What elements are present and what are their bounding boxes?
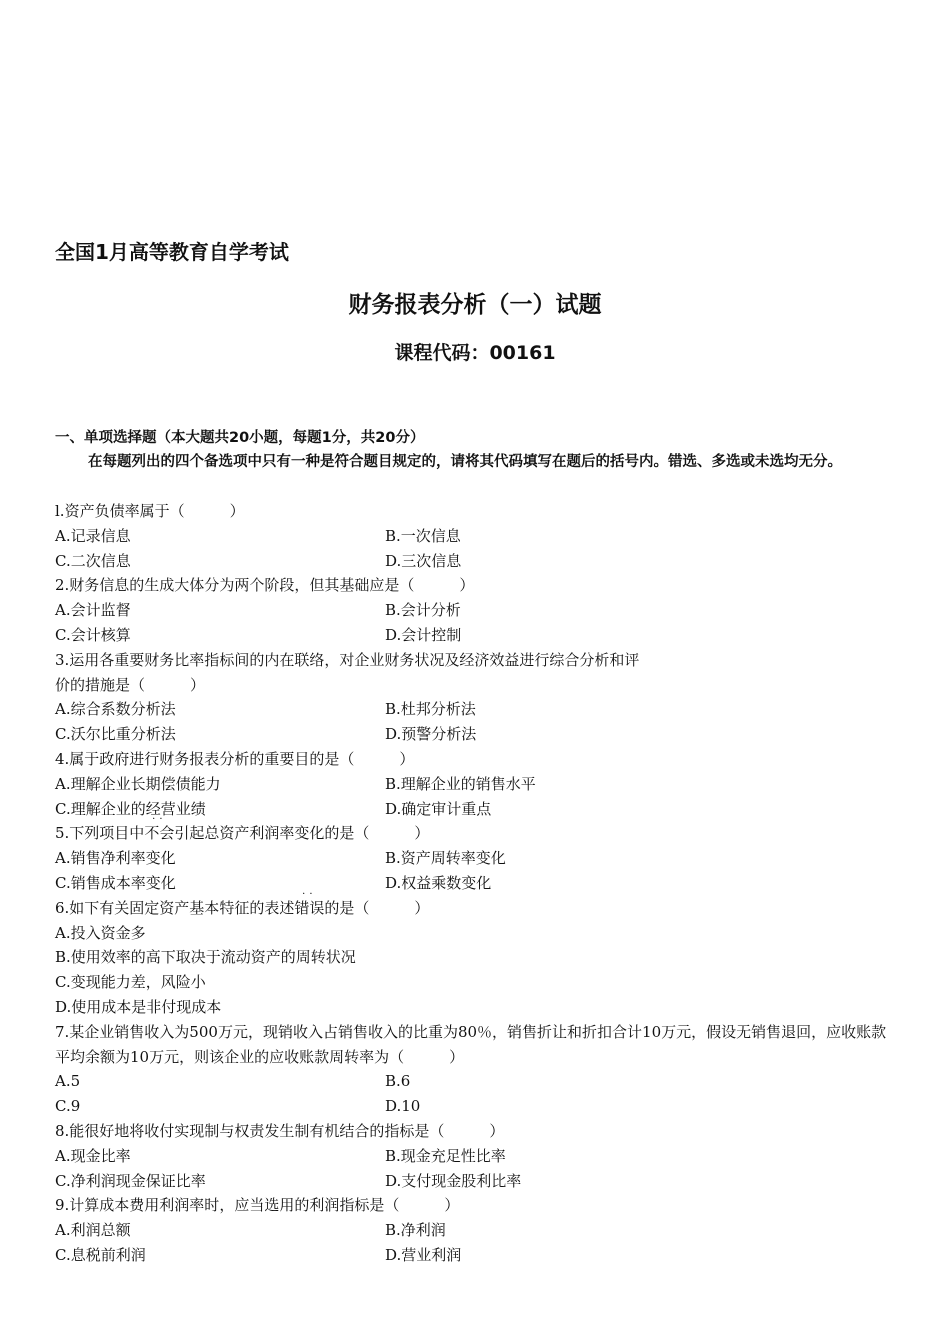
question-2-options-row-2 [55,623,900,648]
question-9-options-row-2 [55,1243,900,1268]
question-5-options-row-1 [55,846,900,871]
option-c: C.二次信息 [55,551,131,570]
question-6-stem: 6.如下有关固定资产基本特征的表述 ·· 错误的是（ ） [55,888,430,917]
question-3-stem-continued: 价的措施是（ ） [55,675,206,694]
question-7-options-row-2 [55,1094,900,1119]
option-d: D.使用成本是非付现成本 [55,997,222,1016]
course-code: 课程代码：00161 [394,342,556,364]
option-c: C.净利润现金保证比率 [55,1171,206,1190]
section-heading: 一、单项选择题（本大题共20小题，每题1分，共20分） [55,430,425,446]
question-3-options-row-1 [55,697,900,722]
question-8-options-row-2 [55,1169,900,1194]
question-5-stem: 5.下列项目中 ·· 不会引起总资产利润率变化的是（ ） [55,814,430,843]
section-instruction: 在每题列出的四个备选项中只有一种是符合题目规定的，请将其代码填写在题后的括号内。错选、多选或未选均无分。 [88,454,842,470]
question-8-stem: 8.能很好地将收付实现制与权责发生制有机结合的指标是（ ） [55,1121,505,1140]
option-d: D.预警分析法 [385,725,477,744]
option-a: A.综合系数分析法 [55,700,176,719]
question-1-options-row-2 [55,549,900,574]
page-title: 财务报表分析（一）试题 [348,292,602,318]
option-a: A.利润总额 [55,1221,131,1240]
question-3-stem: 3.运用各重要财务比率指标间的内在联络，对企业财务状况及经济效益进行综合分析和评 [55,650,640,669]
option-a: A.投入资金多 [55,923,146,942]
option-d: D.三次信息 [385,551,462,570]
emphasis-mark: ·· 错误 [294,888,325,917]
option-a: A.理解企业长期偿债能力 [55,774,221,793]
option-b: B.净利润 [385,1221,446,1240]
option-b: B.杜邦分析法 [385,700,476,719]
option-d: D.10 [385,1097,421,1116]
question-1-options-row-1 [55,524,900,549]
option-d: D.权益乘数变化 [385,873,492,892]
option-c: C.沃尔比重分析法 [55,725,176,744]
option-a: A.销售净利率变化 [55,849,176,868]
question-4-options-row-2 [55,797,900,822]
option-c: C.会计核算 [55,625,131,644]
section-one [55,426,900,474]
question-2-stem: 2.财务信息的生成大体分为两个阶段，但其基础应是（ ） [55,576,475,595]
option-b: B.理解企业的销售水平 [385,774,536,793]
question-7-options-row-1 [55,1069,900,1094]
option-b: B.6 [385,1072,411,1091]
option-a: A.记录信息 [55,526,131,545]
question-8-options-row-1 [55,1144,900,1169]
option-d: D.确定审计重点 [385,799,492,818]
option-d: D.会计控制 [385,625,462,644]
question-4-options-row-1 [55,772,900,797]
option-c: C.9 [55,1097,81,1116]
question-2-options-row-1 [55,598,900,623]
question-4-stem: 4.属于政府进行财务报表分析的重要目的是（ ） [55,749,415,768]
question-list [55,499,900,1268]
option-c: C.变现能力差，风险小 [55,973,206,992]
question-9-options-row-1 [55,1218,900,1243]
question-9-stem: 9.计算成本费用利润率时，应当选用的利润指标是（ ） [55,1196,460,1215]
option-b: B.现金充足性比率 [385,1146,506,1165]
option-a: A.5 [55,1072,81,1091]
option-c: C.息税前利润 [55,1245,146,1264]
option-b: B.会计分析 [385,601,461,620]
question-1-stem: l.资产负债率属于（ ） [55,502,245,520]
option-c: C.理解企业的经营业绩 [55,799,206,818]
option-a: A.现金比率 [55,1146,131,1165]
emphasis-mark: ·· 不会 [144,814,175,843]
option-d: D.营业利润 [385,1245,462,1264]
question-5-options-row-2 [55,871,900,896]
option-b: B.资产周转率变化 [385,849,506,868]
option-c: C.销售成本率变化 [55,873,176,892]
option-a: A.会计监督 [55,601,131,620]
option-b: B.使用效率的高下取决于流动资产的周转状况 [55,948,356,967]
option-b: B.一次信息 [385,526,461,545]
question-7-stem: 7.某企业销售收入为500万元，现销收入占销售收入的比重为80％，销售折让和折扣合计10万元，假设无销售退回，应收账款平均余额为10万元，则该企业的应收账款周转率为（ ） [55,1022,887,1066]
option-d: D.支付现金股利比率 [385,1171,522,1190]
exam-header: 全国1月高等教育自学考试 [55,240,289,264]
question-3-options-row-2 [55,722,900,747]
